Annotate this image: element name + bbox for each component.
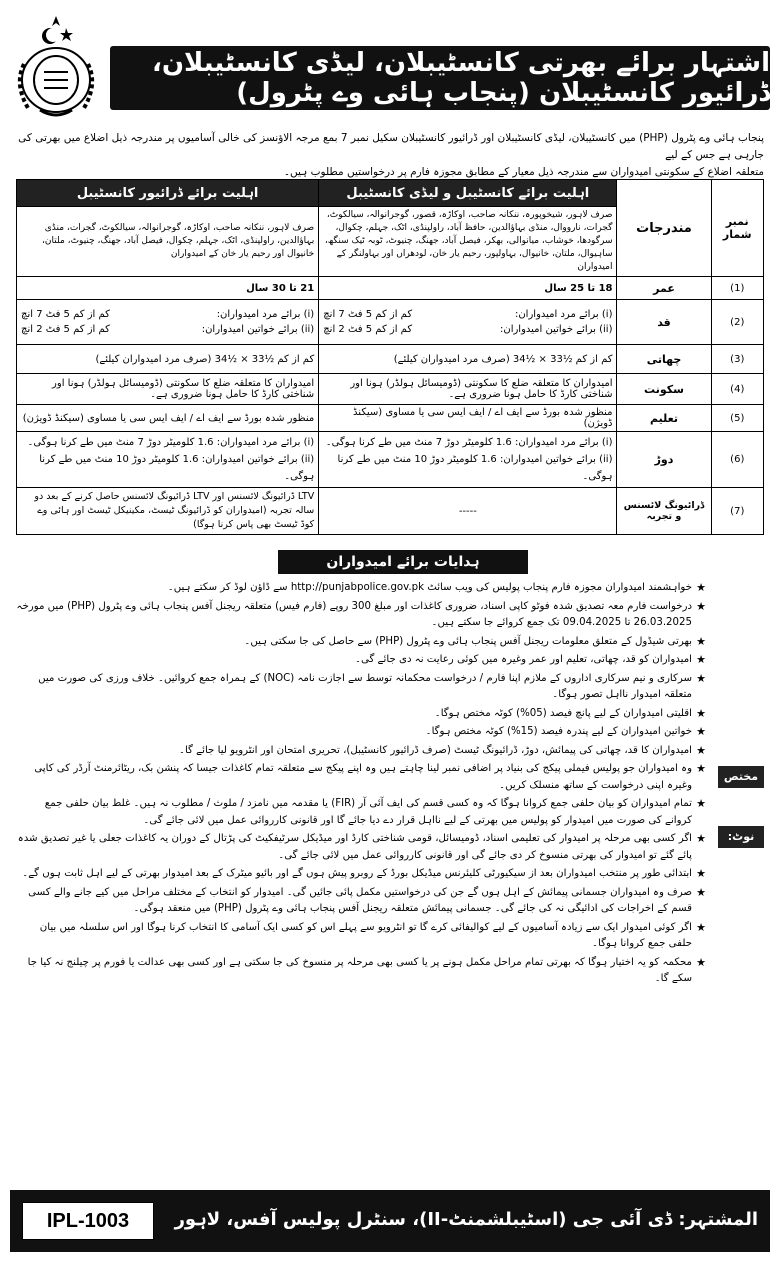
driver-license: LTV ڈرائیونگ لائسنس اور LTV ڈرائیونگ لائسنس حاصل کرنے کے بعد دو سالہ تجربہ (امیدواران کو ڈرائیونگ ٹیسٹ، مکینیکل ٹیسٹ اور ہائی وے کوڈ ٹیسٹ بھی پاس کرنا ہوگا) [17, 488, 319, 535]
advertisement-title: اشتہار برائے بھرتی کانسٹیبلان، لیڈی کانسٹیبلان، ڈرائیور کانسٹیبلان (پنجاب ہائی وے پٹرول) [110, 46, 770, 110]
eligibility-table [16, 179, 764, 535]
list-item: ★ محکمہ کو یہ اختیار ہوگا کہ بھرتی تمام مراحل مکمل ہونے پر یا کسی بھی مرحلہ پر منسوخ کی جا سکتی ہے اور کسی بھی عدالت یا فورم پر چیلنج نہ کیا جا سکے گا۔ [16, 955, 706, 988]
list-item: ★ خواہشمند امیدواران مجوزہ فارم پنجاب پولیس کی ویب سائٹ http://punjabpolice.gov.pk سے ڈاؤن لوڈ کر سکتے ہیں۔ [16, 580, 706, 597]
footer-bar [10, 1190, 770, 1252]
ipl-number: IPL-1003 [22, 1202, 154, 1240]
instructions-list [16, 580, 706, 990]
male-race: (i) برائے مرد امیدواران: 1.6 کلومیٹر دوڑ 7 منٹ میں طے کرنا ہوگی۔ [27, 437, 315, 448]
star-icon: ★ [696, 885, 706, 899]
driver-chest: کم از کم ½33 × ½34 (صرف مرد امیدواران کیلئے) [17, 345, 319, 374]
constable-education: منظور شدہ بورڈ سے ایف اے / ایف ایس سی یا مساوی (سیکنڈ ڈویژن) [319, 405, 617, 432]
star-icon: ★ [696, 706, 706, 720]
constable-domicile: امیدواران کا متعلقہ ضلع کا سکونتی (ڈومیسائل ہولڈر) ہونا اور شناختی کارڈ کا حامل ہونا ضروری ہے۔ [319, 374, 617, 405]
male-label: (i) برائے مرد امیدواران: [216, 309, 315, 320]
female-label: (ii) برائے خواتین امیدواران: [499, 324, 613, 335]
star-icon: ★ [696, 653, 706, 666]
star-icon: ★ [696, 867, 706, 880]
driver-education: منظور شدہ بورڈ سے ایف اے / ایف ایس سی یا مساوی (سیکنڈ ڈویژن) [17, 405, 319, 432]
male-value: کم از کم 5 فٹ 7 انچ [21, 309, 110, 320]
star-icon: ★ [696, 725, 706, 738]
list-item: ★ امیدواران کو قد، چھاتی، تعلیم اور عمر وغیرہ میں کوئی رعایت نہ دی جائے گی۔ [16, 652, 706, 669]
star-icon: ★ [696, 920, 706, 934]
row-item: عمر [617, 277, 711, 300]
row-number: (5) [711, 405, 764, 432]
driver-age: 21 تا 30 سال [17, 277, 319, 300]
female-value: کم از کم 5 فٹ 2 انچ [21, 324, 110, 335]
male-value: کم از کم 5 فٹ 7 انچ [323, 309, 413, 320]
star-icon: ★ [696, 581, 706, 594]
police-emblem-icon [10, 14, 102, 118]
list-item: ★ سرکاری و نیم سرکاری اداروں کے ملازم اپنا فارم / درخواست محکمانہ توسط سے اجازت نامہ (NOC) کے ہمراہ جمع کروائیں۔ خلاف ورزی کی صورت میں متعلقہ امیدوار نااہل تصور ہوگا۔ [16, 671, 706, 704]
list-item: ★ درخواست فارم معہ تصدیق شدہ فوٹو کاپی اسناد، ضروری کاغذات اور مبلغ 300 روپے (فارم فیس) متعلقہ ریجنل آفس پنجاب ہائی وے پٹرول (PHP) میں مورخہ 26.03.2025 تا 09.04.2025 تک جمع کروائے جا سکتے ہیں۔ [16, 599, 706, 632]
list-item: ★ خواتین امیدواران کے لیے پندرہ فیصد (15%) کوٹہ مختص ہوگا۔ [16, 724, 706, 741]
row-item: سکونت [617, 374, 711, 405]
female-label: (ii) برائے خواتین امیدواران: [201, 324, 315, 335]
star-icon: ★ [696, 797, 706, 810]
list-item: ★ اگر کسی بھی مرحلہ پر امیدوار کی تعلیمی اسناد، ڈومیسائل، قومی شناختی کارڈ اور میڈیکل سرٹیفکیٹ کی پڑتال کے دوران یہ کاغذات جعلی یا غیر تصدیق شدہ پائے گئے تو امیدوار کی بھرتی منسوخ کر دی جائے گی اور قانونی کارروائی عمل میں لائی جائے گی۔ [16, 831, 706, 864]
driver-race [17, 432, 319, 488]
table-row [17, 374, 764, 405]
row-number: (2) [711, 300, 764, 345]
constable-height [319, 300, 617, 345]
star-icon: ★ [696, 599, 706, 613]
row-number: (4) [711, 374, 764, 405]
row-item: ڈرائیونگ لائسنس و تجربہ [617, 488, 711, 535]
driver-districts: صرف لاہور، ننکانہ صاحب، اوکاڑہ، گوجرانوالہ، سیالکوٹ، گجرات، منڈی بہاؤالدین، راولپنڈی، اٹک، جہلم، چکوال، فیصل آباد، جھنگ، چنیوٹ، ملتان، خانیوال اور رحیم یار خان کے امیدواران [17, 207, 319, 277]
constable-race [319, 432, 617, 488]
row-item: قد [617, 300, 711, 345]
constable-license: ----- [319, 488, 617, 535]
star-icon: ★ [696, 743, 706, 757]
star-icon: ★ [696, 832, 706, 845]
row-item: چھاتی [617, 345, 711, 374]
intro-line-1: پنجاب ہائی وے پٹرول (PHP) میں کانسٹیبلان، لیڈی کانسٹیبلان اور ڈرائیور کانسٹیبلان سکیل نمبر 7 بمع مرجہ الاؤنسز کی خالی آسامیوں پر مندرجہ ذیل اضلاع میں بھرتی کی جارہی ہے جس کے لیے [18, 132, 764, 161]
row-number: (3) [711, 345, 764, 374]
col-header-item: مندرجات [617, 180, 711, 277]
constable-age: 18 تا 25 سال [319, 277, 617, 300]
col-header-constable: اہلیت برائے کانسٹیبل و لیڈی کانسٹیبل [319, 180, 617, 207]
constable-chest: کم از کم ½33 × ½34 (صرف مرد امیدواران کیلئے) [319, 345, 617, 374]
constable-districts: صرف لاہور، شیخوپورہ، ننکانہ صاحب، اوکاڑہ، قصور، گوجرانوالہ، سیالکوٹ، گجرات، نارووال، منڈی بہاؤالدین، حافظ آباد، راولپنڈی، اٹک، جہلم، چکوال، سرگودھا، خوشاب، میانوالی، بھکر، فیصل آباد، جھنگ، چنیوٹ، ٹوبہ ٹیک سنگھ، ساہیوال، ملتان، خانیوال، بہاولپور، رحیم یار خان، لودھراں اور بہاولنگر کے امیدواران [319, 207, 617, 277]
table-row [17, 405, 764, 432]
list-item: ★ وہ امیدواران جو پولیس فیملی پیکج کی بنیاد پر اضافی نمبر لینا چاہتے ہیں وہ اپنے پیکج سے متعلقہ تمام کاغذات جیسا کہ پنشن بک، ریٹائرمنٹ آرڈر کی کاپی وغیرہ اپنی درخواست کے ساتھ منسلک کریں۔ [16, 761, 706, 794]
driver-height [17, 300, 319, 345]
instructions-heading: ہدایات برائے امیدواران [278, 550, 528, 574]
driver-domicile: امیدواران کا متعلقہ ضلع کا سکونتی (ڈومیسائل ہولڈر) ہونا اور شناختی کارڈ کا حامل ہونا ضروری ہے۔ [17, 374, 319, 405]
table-row [17, 488, 764, 535]
note-tag: نوٹ: [718, 826, 764, 848]
intro-line-2: متعلقہ اضلاع کے سکونتی امیدواران سے مندرجہ ذیل معیار کے مطابق مجوزہ فارم پر درخواستیں مطلوب ہیں۔ [283, 166, 764, 178]
list-item: ★ اقلیتی امیدواران کے لیے پانچ فیصد (05%) کوٹہ مختص ہوگا۔ [16, 706, 706, 723]
row-item: تعلیم [617, 405, 711, 432]
list-item: ★ ابتدائی طور پر منتخب امیدواران بعد از سیکیورٹی کلیئرنس میڈیکل بورڈ کے روبرو پیش ہوں گے اور بائیو میٹرک کے بعد امیدوار بھرتی کے لیے اہل ثابت ہوں گے۔ [16, 866, 706, 883]
row-number: (1) [711, 277, 764, 300]
header [10, 6, 770, 124]
table-header-row [17, 180, 764, 207]
advertiser: المشتہر: ڈی آئی جی (اسٹیبلشمنٹ-II)، سنٹرل پولیس آفس، لاہور [174, 1209, 758, 1230]
list-item: ★ بھرتی شیڈول کے متعلق معلومات ریجنل آفس پنجاب ہائی وے پٹرول (PHP) سے حاصل کی جا سکتی ہیں۔ [16, 634, 706, 651]
row-number: (6) [711, 432, 764, 488]
star-icon: ★ [696, 671, 706, 685]
table-row [17, 345, 764, 374]
table-row [17, 300, 764, 345]
table-row [17, 277, 764, 300]
col-header-no: نمبر شمار [711, 180, 764, 277]
list-item: ★ تمام امیدواران کو بیان حلفی جمع کروانا ہوگا کہ وہ کسی قسم کی ایف آئی آر (FIR) یا مقدمہ میں نامزد / ملوث / مطلوب نہ ہیں۔ غلط بیان حلفی جمع کروانے کی صورت میں امیدوار کو پولیس میں بھرتی کے لیے نااہل قرار دے دیا جائے گا اور قانونی کارروائی عمل میں لائی جائے گی۔ [16, 796, 706, 829]
male-race: (i) برائے مرد امیدواران: 1.6 کلومیٹر دوڑ 7 منٹ میں طے کرنا ہوگی۔ [325, 437, 613, 448]
star-icon: ★ [696, 634, 706, 648]
female-value: کم از کم 5 فٹ 2 انچ [323, 324, 413, 335]
male-label: (i) برائے مرد امیدواران: [514, 309, 613, 320]
row-item: دوڑ [617, 432, 711, 488]
female-race: (ii) برائے خواتین امیدواران: 1.6 کلومیٹر دوڑ 10 منٹ میں طے کرنا ہوگی۔ [39, 454, 315, 482]
female-race: (ii) برائے خواتین امیدواران: 1.6 کلومیٹر دوڑ 10 منٹ میں طے کرنا ہوگی۔ [337, 454, 613, 482]
quota-tag: مختص کوٹہ [718, 766, 764, 788]
row-number: (7) [711, 488, 764, 535]
star-icon: ★ [696, 762, 706, 775]
col-header-driver: اہلیت برائے ڈرائیور کانسٹیبل [17, 180, 319, 207]
table-row [17, 432, 764, 488]
list-item: ★ اگر کوئی امیدوار ایک سے زیادہ آسامیوں کے لیے کوالیفائی کرے گا تو انٹرویو سے پہلے اس کو کسی ایک آسامی کا انتخاب کرنا ہوگا اور اس سلسلہ میں بیان حلفی جمع کروانا ہوگا۔ [16, 920, 706, 953]
list-item: ★ امیدواران کا قد، چھاتی کی پیمائش، دوڑ، ڈرائیونگ ٹیسٹ (صرف ڈرائیور کانسٹیبل)، تحریری امتحان اور انٹرویو لیا جائے گا۔ [16, 743, 706, 760]
star-icon: ★ [696, 955, 706, 969]
list-item: ★ صرف وہ امیدواران جسمانی پیمائش کے اہل ہوں گے جن کی درخواستیں مکمل پائی جائیں گی۔ امیدوار کو انتخاب کے مختلف مراحل میں کیے جانے والے کسی قسم کے اخراجات کی ادائیگی نہ کی جائے گی۔ جسمانی پیمائش متعلقہ ریجنل آفس پنجاب ہائی وے پٹرول (PHP) میں منعقد ہوگی۔ [16, 885, 706, 918]
intro-text [16, 130, 764, 181]
